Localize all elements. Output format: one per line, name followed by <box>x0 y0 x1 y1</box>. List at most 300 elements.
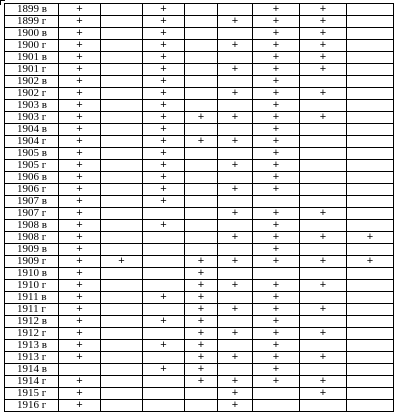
table-cell <box>101 400 143 412</box>
table-cell <box>347 388 394 400</box>
table-cell <box>347 244 394 256</box>
table-cell: + <box>300 112 347 124</box>
table-cell <box>218 292 253 304</box>
table-cell <box>347 220 394 232</box>
table-row <box>5 400 394 412</box>
table-cell: + <box>59 196 101 208</box>
table-cell <box>300 148 347 160</box>
table-cell: + <box>218 280 253 292</box>
row-label: 1901 в <box>5 52 59 64</box>
table-cell <box>101 100 143 112</box>
table-cell: + <box>143 292 185 304</box>
table-cell: + <box>185 136 218 148</box>
table-cell: + <box>143 64 185 76</box>
table-cell: + <box>185 364 218 376</box>
table-cell <box>300 400 347 412</box>
table-row <box>5 328 394 340</box>
row-label: 1910 г <box>5 280 59 292</box>
row-label: 1905 г <box>5 160 59 172</box>
table-row <box>5 388 394 400</box>
table-cell: + <box>59 244 101 256</box>
row-label: 1909 г <box>5 256 59 268</box>
table-cell: + <box>300 376 347 388</box>
table-cell <box>300 268 347 280</box>
row-label: 1915 г <box>5 388 59 400</box>
table-cell <box>218 268 253 280</box>
table-cell: + <box>59 268 101 280</box>
table-cell <box>101 280 143 292</box>
table-cell: + <box>300 16 347 28</box>
table-cell <box>347 280 394 292</box>
table-cell <box>101 196 143 208</box>
table-row <box>5 352 394 364</box>
table-cell <box>185 244 218 256</box>
table-cell <box>185 172 218 184</box>
table-cell <box>185 160 218 172</box>
table-cell: + <box>218 88 253 100</box>
table-cell: + <box>300 40 347 52</box>
table-cell: + <box>143 172 185 184</box>
table-cell <box>347 292 394 304</box>
table-cell <box>185 184 218 196</box>
table-row <box>5 172 394 184</box>
table-cell: + <box>218 232 253 244</box>
table-cell: + <box>59 232 101 244</box>
table-cell <box>101 28 143 40</box>
table-cell: + <box>253 40 300 52</box>
data-table <box>4 3 394 412</box>
table-cell: + <box>143 364 185 376</box>
table-row <box>5 280 394 292</box>
table-cell <box>300 184 347 196</box>
table-row <box>5 88 394 100</box>
row-label: 1907 в <box>5 196 59 208</box>
table-cell <box>185 208 218 220</box>
table-cell: + <box>253 340 300 352</box>
row-label: 1899 в <box>5 4 59 16</box>
table-row <box>5 40 394 52</box>
table-cell <box>101 292 143 304</box>
table-cell <box>300 196 347 208</box>
table-cell: + <box>253 112 300 124</box>
table-cell: + <box>218 304 253 316</box>
table-cell <box>218 148 253 160</box>
table-row <box>5 340 394 352</box>
table-row <box>5 184 394 196</box>
table-row <box>5 112 394 124</box>
table-cell <box>185 52 218 64</box>
table-cell: + <box>59 208 101 220</box>
table-cell <box>347 40 394 52</box>
table-cell <box>101 172 143 184</box>
table-cell <box>300 340 347 352</box>
table-cell: + <box>300 232 347 244</box>
table-cell: + <box>143 40 185 52</box>
table-cell <box>347 304 394 316</box>
table-row <box>5 64 394 76</box>
table-row <box>5 256 394 268</box>
row-label: 1902 г <box>5 88 59 100</box>
table-cell <box>185 40 218 52</box>
table-cell <box>347 328 394 340</box>
table-cell <box>101 76 143 88</box>
table-cell <box>101 388 143 400</box>
table-cell: + <box>59 328 101 340</box>
table-cell <box>300 244 347 256</box>
table-cell <box>347 136 394 148</box>
table-cell <box>253 400 300 412</box>
table-cell <box>300 364 347 376</box>
table-cell: + <box>143 52 185 64</box>
table-cell: + <box>185 328 218 340</box>
table-cell: + <box>253 220 300 232</box>
table-cell: + <box>59 340 101 352</box>
table-cell: + <box>185 340 218 352</box>
table-cell: + <box>143 316 185 328</box>
table-cell: + <box>218 376 253 388</box>
table-cell <box>185 148 218 160</box>
row-label: 1908 г <box>5 232 59 244</box>
table-cell <box>253 196 300 208</box>
table-cell <box>347 124 394 136</box>
table-cell <box>185 16 218 28</box>
table-row <box>5 160 394 172</box>
table-cell <box>143 400 185 412</box>
table-cell: + <box>59 136 101 148</box>
table-cell <box>300 316 347 328</box>
table-cell: + <box>218 328 253 340</box>
table-cell <box>185 76 218 88</box>
row-label: 1908 в <box>5 220 59 232</box>
table-cell: + <box>300 88 347 100</box>
table-cell <box>143 376 185 388</box>
row-label: 1907 г <box>5 208 59 220</box>
table-cell <box>347 4 394 16</box>
row-label: 1912 г <box>5 328 59 340</box>
table-cell: + <box>185 376 218 388</box>
row-label: 1904 г <box>5 136 59 148</box>
table-cell: + <box>59 220 101 232</box>
table-cell <box>143 328 185 340</box>
table-cell <box>347 340 394 352</box>
table-cell: + <box>300 208 347 220</box>
table-cell: + <box>59 64 101 76</box>
table-cell: + <box>59 112 101 124</box>
table-cell <box>218 172 253 184</box>
table-cell: + <box>218 184 253 196</box>
table-cell <box>347 364 394 376</box>
table-cell <box>143 352 185 364</box>
table-cell <box>347 100 394 112</box>
table-cell: + <box>253 100 300 112</box>
table-cell <box>101 64 143 76</box>
table-row <box>5 232 394 244</box>
table-cell <box>101 124 143 136</box>
table-cell <box>101 4 143 16</box>
table-cell <box>185 4 218 16</box>
table-cell <box>347 172 394 184</box>
table-cell <box>347 208 394 220</box>
table-cell <box>300 136 347 148</box>
table-cell: + <box>143 196 185 208</box>
table-cell <box>143 388 185 400</box>
table-cell: + <box>253 352 300 364</box>
table-cell: + <box>143 112 185 124</box>
row-label: 1911 в <box>5 292 59 304</box>
table-cell <box>218 196 253 208</box>
table-cell <box>347 400 394 412</box>
table-cell: + <box>253 328 300 340</box>
table-cell: + <box>143 16 185 28</box>
table-cell: + <box>253 232 300 244</box>
table-cell: + <box>185 292 218 304</box>
table-cell <box>101 340 143 352</box>
table-cell: + <box>143 136 185 148</box>
table-cell: + <box>143 340 185 352</box>
table-cell: + <box>253 292 300 304</box>
table-cell <box>300 172 347 184</box>
table-cell: + <box>143 76 185 88</box>
table-cell <box>185 220 218 232</box>
table-row <box>5 244 394 256</box>
row-label: 1902 в <box>5 76 59 88</box>
row-label: 1912 в <box>5 316 59 328</box>
table-cell <box>101 232 143 244</box>
table-row <box>5 136 394 148</box>
row-label: 1900 в <box>5 28 59 40</box>
table-cell: + <box>59 352 101 364</box>
table-cell <box>347 28 394 40</box>
table-cell: + <box>143 28 185 40</box>
table-cell: + <box>218 16 253 28</box>
row-label: 1903 г <box>5 112 59 124</box>
table-cell <box>347 76 394 88</box>
table-cell: + <box>300 52 347 64</box>
table-cell <box>218 124 253 136</box>
table-cell <box>347 316 394 328</box>
table-cell: + <box>253 124 300 136</box>
table-cell <box>143 208 185 220</box>
table-cell: + <box>185 268 218 280</box>
table-cell: + <box>59 292 101 304</box>
table-cell: + <box>59 388 101 400</box>
table-cell: + <box>59 88 101 100</box>
table-row <box>5 268 394 280</box>
table-cell: + <box>300 328 347 340</box>
table-cell: + <box>253 16 300 28</box>
table-cell <box>347 16 394 28</box>
table-cell <box>218 316 253 328</box>
table-cell: + <box>59 160 101 172</box>
table-cell <box>143 304 185 316</box>
row-label: 1913 в <box>5 340 59 352</box>
table-cell <box>218 52 253 64</box>
table-cell <box>253 388 300 400</box>
table-cell: + <box>185 280 218 292</box>
table-row <box>5 148 394 160</box>
table-cell <box>101 88 143 100</box>
table-cell: + <box>143 184 185 196</box>
table-row <box>5 4 394 16</box>
table-row <box>5 208 394 220</box>
table-cell: + <box>218 136 253 148</box>
table-cell: + <box>143 160 185 172</box>
table-cell <box>218 100 253 112</box>
table-cell <box>218 244 253 256</box>
table-cell <box>101 208 143 220</box>
table-cell <box>101 40 143 52</box>
table-cell <box>185 388 218 400</box>
table-cell: + <box>253 172 300 184</box>
table-cell <box>347 196 394 208</box>
table-cell <box>101 184 143 196</box>
table-cell: + <box>59 76 101 88</box>
table-cell <box>101 244 143 256</box>
table-cell <box>300 124 347 136</box>
row-label: 1899 г <box>5 16 59 28</box>
table-cell <box>218 4 253 16</box>
table-cell: + <box>253 4 300 16</box>
table-cell: + <box>300 64 347 76</box>
table-cell: + <box>347 232 394 244</box>
table-cell <box>347 88 394 100</box>
table-cell: + <box>218 400 253 412</box>
table-cell: + <box>59 40 101 52</box>
table-row <box>5 16 394 28</box>
table-cell: + <box>143 148 185 160</box>
table-cell: + <box>218 160 253 172</box>
table-cell <box>101 148 143 160</box>
table-cell: + <box>253 76 300 88</box>
row-label: 1911 г <box>5 304 59 316</box>
table-cell: + <box>300 280 347 292</box>
table-cell <box>218 340 253 352</box>
table-row <box>5 100 394 112</box>
row-label: 1904 в <box>5 124 59 136</box>
table-row <box>5 304 394 316</box>
table-cell: + <box>59 100 101 112</box>
table-cell <box>143 232 185 244</box>
row-label: 1910 в <box>5 268 59 280</box>
table-row <box>5 364 394 376</box>
table-cell: + <box>253 148 300 160</box>
table-cell: + <box>59 316 101 328</box>
table-cell <box>143 256 185 268</box>
table-cell: + <box>253 88 300 100</box>
table-cell <box>347 52 394 64</box>
table-cell <box>218 76 253 88</box>
row-label: 1900 г <box>5 40 59 52</box>
table-cell: + <box>300 4 347 16</box>
table-cell: + <box>253 364 300 376</box>
row-label: 1905 в <box>5 148 59 160</box>
row-label: 1914 г <box>5 376 59 388</box>
table-cell: + <box>253 304 300 316</box>
table-cell: + <box>185 256 218 268</box>
table-cell: + <box>185 304 218 316</box>
table-cell: + <box>253 256 300 268</box>
table-cell: + <box>143 124 185 136</box>
table-cell: + <box>218 112 253 124</box>
row-label: 1903 в <box>5 100 59 112</box>
table-cell: + <box>300 28 347 40</box>
table-row <box>5 316 394 328</box>
table-cell: + <box>253 52 300 64</box>
table-cell <box>347 376 394 388</box>
table-cell: + <box>143 220 185 232</box>
table-cell: + <box>143 100 185 112</box>
table-cell <box>101 160 143 172</box>
table-cell: + <box>59 172 101 184</box>
table-cell <box>347 268 394 280</box>
row-label: 1914 в <box>5 364 59 376</box>
row-label: 1913 г <box>5 352 59 364</box>
row-label: 1909 в <box>5 244 59 256</box>
table-cell: + <box>59 16 101 28</box>
table-cell: + <box>253 136 300 148</box>
row-label: 1906 г <box>5 184 59 196</box>
table-cell <box>300 292 347 304</box>
table-cell: + <box>59 304 101 316</box>
table-cell <box>347 112 394 124</box>
table-cell <box>101 136 143 148</box>
table-cell <box>101 352 143 364</box>
table-cell <box>347 64 394 76</box>
table-cell: + <box>185 352 218 364</box>
table-cell <box>253 268 300 280</box>
table-cell <box>101 376 143 388</box>
table-cell: + <box>253 28 300 40</box>
table-row <box>5 292 394 304</box>
table-cell: + <box>253 184 300 196</box>
table-cell <box>143 244 185 256</box>
table-cell <box>300 76 347 88</box>
table-cell <box>185 232 218 244</box>
table-cell <box>185 196 218 208</box>
table-cell <box>101 112 143 124</box>
table-cell <box>185 88 218 100</box>
table-cell: + <box>59 4 101 16</box>
table-cell <box>59 364 101 376</box>
table-cell: + <box>347 256 394 268</box>
table-cell: + <box>300 304 347 316</box>
table-cell: + <box>59 124 101 136</box>
table-cell: + <box>300 256 347 268</box>
table-cell <box>101 268 143 280</box>
table-cell: + <box>253 244 300 256</box>
table-cell: + <box>218 64 253 76</box>
table-cell: + <box>218 352 253 364</box>
table-row <box>5 28 394 40</box>
table-cell: + <box>101 256 143 268</box>
table-cell <box>300 160 347 172</box>
table-cell: + <box>300 388 347 400</box>
table-cell: + <box>143 88 185 100</box>
table-cell <box>101 364 143 376</box>
table-cell: + <box>59 376 101 388</box>
table-cell <box>218 28 253 40</box>
table-cell <box>185 64 218 76</box>
table-cell <box>143 268 185 280</box>
table-cell <box>347 148 394 160</box>
table-cell: + <box>185 112 218 124</box>
table-cell <box>101 328 143 340</box>
table-cell <box>101 220 143 232</box>
table-cell: + <box>185 316 218 328</box>
table-cell: + <box>253 376 300 388</box>
table-cell: + <box>300 352 347 364</box>
table-cell <box>300 100 347 112</box>
